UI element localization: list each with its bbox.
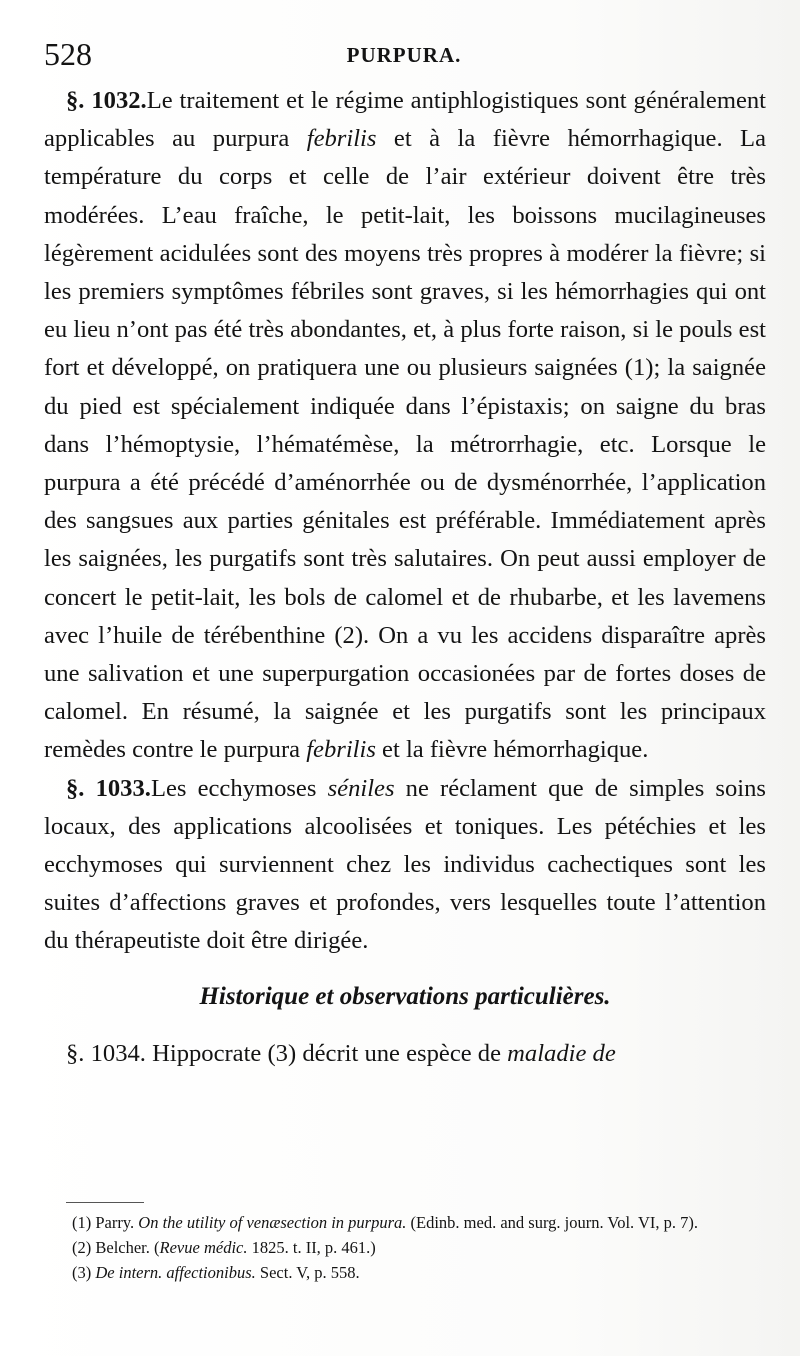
footnote-rule [66, 1202, 144, 1203]
page-number: 528 [44, 36, 92, 72]
italic-term: febrilis [306, 125, 377, 153]
section-number: §. 1033. [66, 774, 151, 802]
footnote-3 [52, 1260, 764, 1285]
paragraph-1032 [44, 82, 766, 770]
italic-term: séniles [327, 774, 395, 802]
footnote-marker: (2) [72, 1238, 92, 1257]
footnote-marker: (1) [72, 1213, 92, 1232]
footnote-paren: ( [154, 1238, 160, 1257]
footnote-2 [52, 1235, 764, 1260]
body-text [44, 82, 766, 1073]
footnote-1 [52, 1210, 764, 1235]
paragraph-text: Hippocrate (3) décrit une espèce de [152, 1039, 508, 1067]
footnote-title: Revue médic. [159, 1238, 248, 1257]
paragraph-text: Le traitement et le régime antiphlogistiques sont généralement applicables au purpura [44, 87, 766, 153]
running-title: PURPURA. [346, 43, 462, 67]
paragraph-text: ne réclament que de simples soins locaux, des applications alcoolisées et toniques. Les pétéchies et les ecchymoses qui surviennent chez les individus cachectiques sont les suites d’affections graves et profondes, vers lesquelles toute l’attention du thérapeutiste doit être dirigée. [44, 774, 766, 955]
footnote-title: On the utility of venæsection in purpura. [138, 1213, 407, 1232]
footnote-reference: (Edinb. med. and surg. journ. Vol. VI, p. 7). [410, 1213, 699, 1232]
footnotes [52, 1210, 764, 1285]
paragraph-text: et la fièvre hémorrhagique. [375, 736, 649, 764]
footnote-marker: (3) [72, 1263, 92, 1282]
paragraph-text: Les ecchymoses [150, 774, 328, 802]
section-number: §. 1034. [66, 1039, 146, 1067]
italic-term: febrilis [306, 736, 376, 764]
paragraph-1034 [44, 1035, 766, 1073]
italic-term: maladie de [507, 1039, 616, 1067]
footnote-title: De intern. affectionibus. [95, 1263, 256, 1282]
paragraph-text: et à la fièvre hémorrhagique. La température du corps et celle de l’air extérieur doivent être très modérées. L’eau fraîche, le petit-lait, les boissons mucilagineuses légèrement acidulées sont des moyens très propres à modérer la fièvre; si les premiers symptômes fébriles sont graves, si les hémorrhagies qui ont eu lieu n’ont pas été très abondantes, et, à plus forte raison, si le pouls est fort et développé, on pratiquera une ou plusieurs saignées (1); la saignée du pied est spécialement indiquée dans l’épistaxis; on saigne du bras dans l’hémoptysie, l’hématémèse, la métrorrhagie, etc. Lorsque le purpura a été précédé d’aménorrhée ou de dysménorrhée, l’application des sangsues aux parties génitales est préférable. Immédiatement après les saignées, les purgatifs sont très salutaires. On peut aussi employer de concert le petit-lait, les bols de calomel et de rhubarbe, et les lavemens avec l’huile de térébenthine (2). On a vu les accidens disparaître après une salivation et une superpurgation occasionées par de fortes doses de calomel. En résumé, la saignée et les purgatifs sont les principaux remèdes contre le purpura [44, 125, 766, 764]
paragraph-1033 [44, 770, 766, 961]
footnote-author: Parry. [95, 1213, 135, 1232]
footnote-reference: 1825. t. II, p. 461.) [251, 1238, 376, 1257]
section-heading: Historique et observations particulières. [199, 982, 611, 1010]
footnote-reference: Sect. V, p. 558. [259, 1263, 360, 1282]
footnote-author: Belcher. [95, 1238, 150, 1257]
running-head [44, 34, 764, 74]
section-number: §. 1032. [66, 87, 147, 114]
